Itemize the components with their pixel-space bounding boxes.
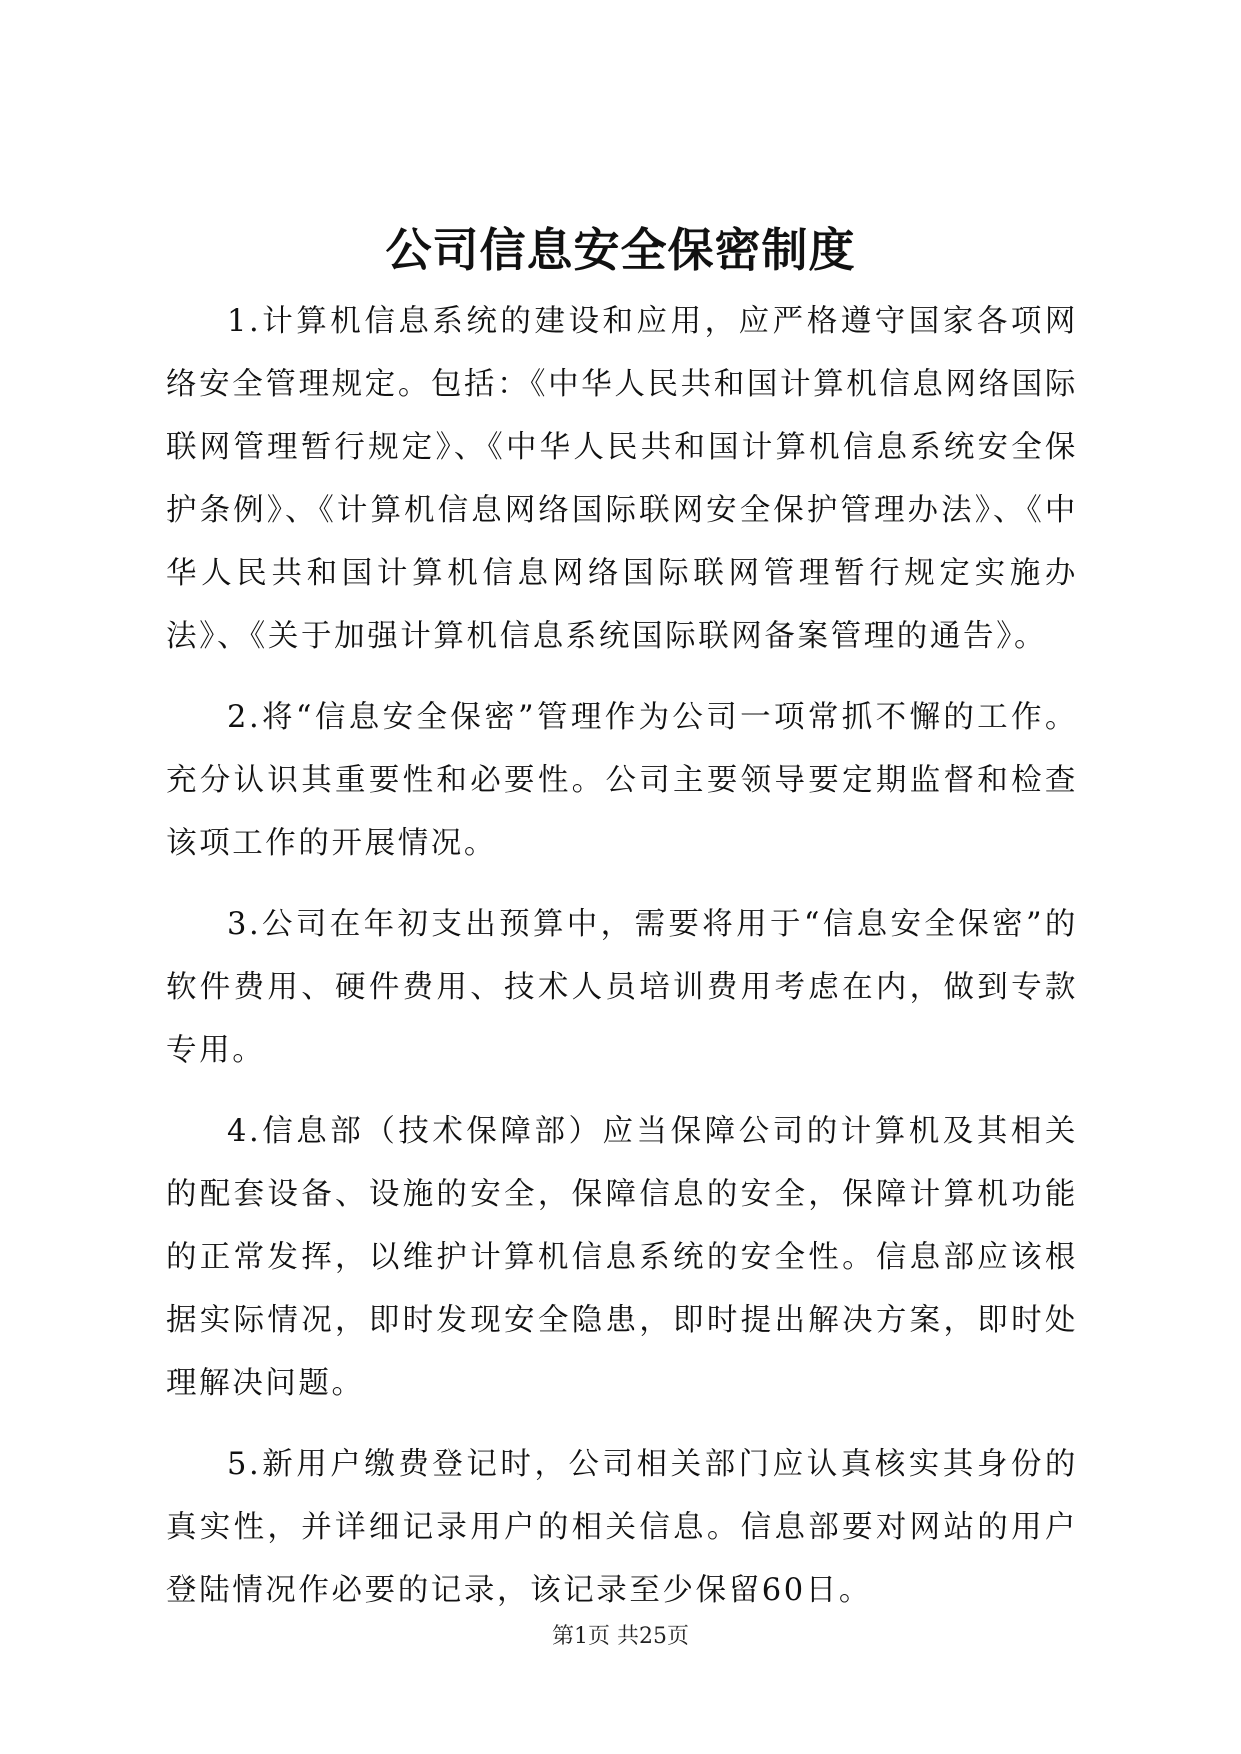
paragraph-4: 4.信息部（技术保障部）应当保障公司的计算机及其相关的配套设备、设施的安全，保障信息的安全，保障计算机功能的正常发挥，以维护计算机信息系统的安全性。信息部应该根据实际情况，即时发现安全隐患，即时提出解决方案，即时处理解决问题。	[166, 1114, 1078, 1401]
document-title: 公司信息安全保密制度	[385, 223, 856, 277]
paragraph-1: 1.计算机信息系统的建设和应用，应严格遵守国家各项网络安全管理规定。包括：《中华人民共和国计算机信息网络国际联网管理暂行规定》、《中华人民共和国计算机信息系统安全保护条例》、《计算机信息网络国际联网安全保护管理办法》、《中华人民共和国计算机信息网络国际联网管理暂行规定实施办法》、《关于加强计算机信息系统国际联网备案管理的通告》。	[166, 304, 1078, 654]
paragraph-2: 2.将“信息安全保密”管理作为公司一项常抓不懈的工作。充分认识其重要性和必要性。公司主要领导要定期监督和检查该项工作的开展情况。	[166, 700, 1078, 861]
page-footer: 第1页 共25页	[552, 1624, 689, 1649]
document-body	[166, 290, 1078, 1640]
paragraph-3: 3.公司在年初支出预算中，需要将用于“信息安全保密”的软件费用、硬件费用、技术人员培训费用考虑在内，做到专款专用。	[166, 907, 1078, 1068]
paragraph-5: 5.新用户缴费登记时，公司相关部门应认真核实其身份的真实性，并详细记录用户的相关信息。信息部要对网站的用户登陆情况作必要的记录，该记录至少保留60日。	[166, 1447, 1078, 1608]
